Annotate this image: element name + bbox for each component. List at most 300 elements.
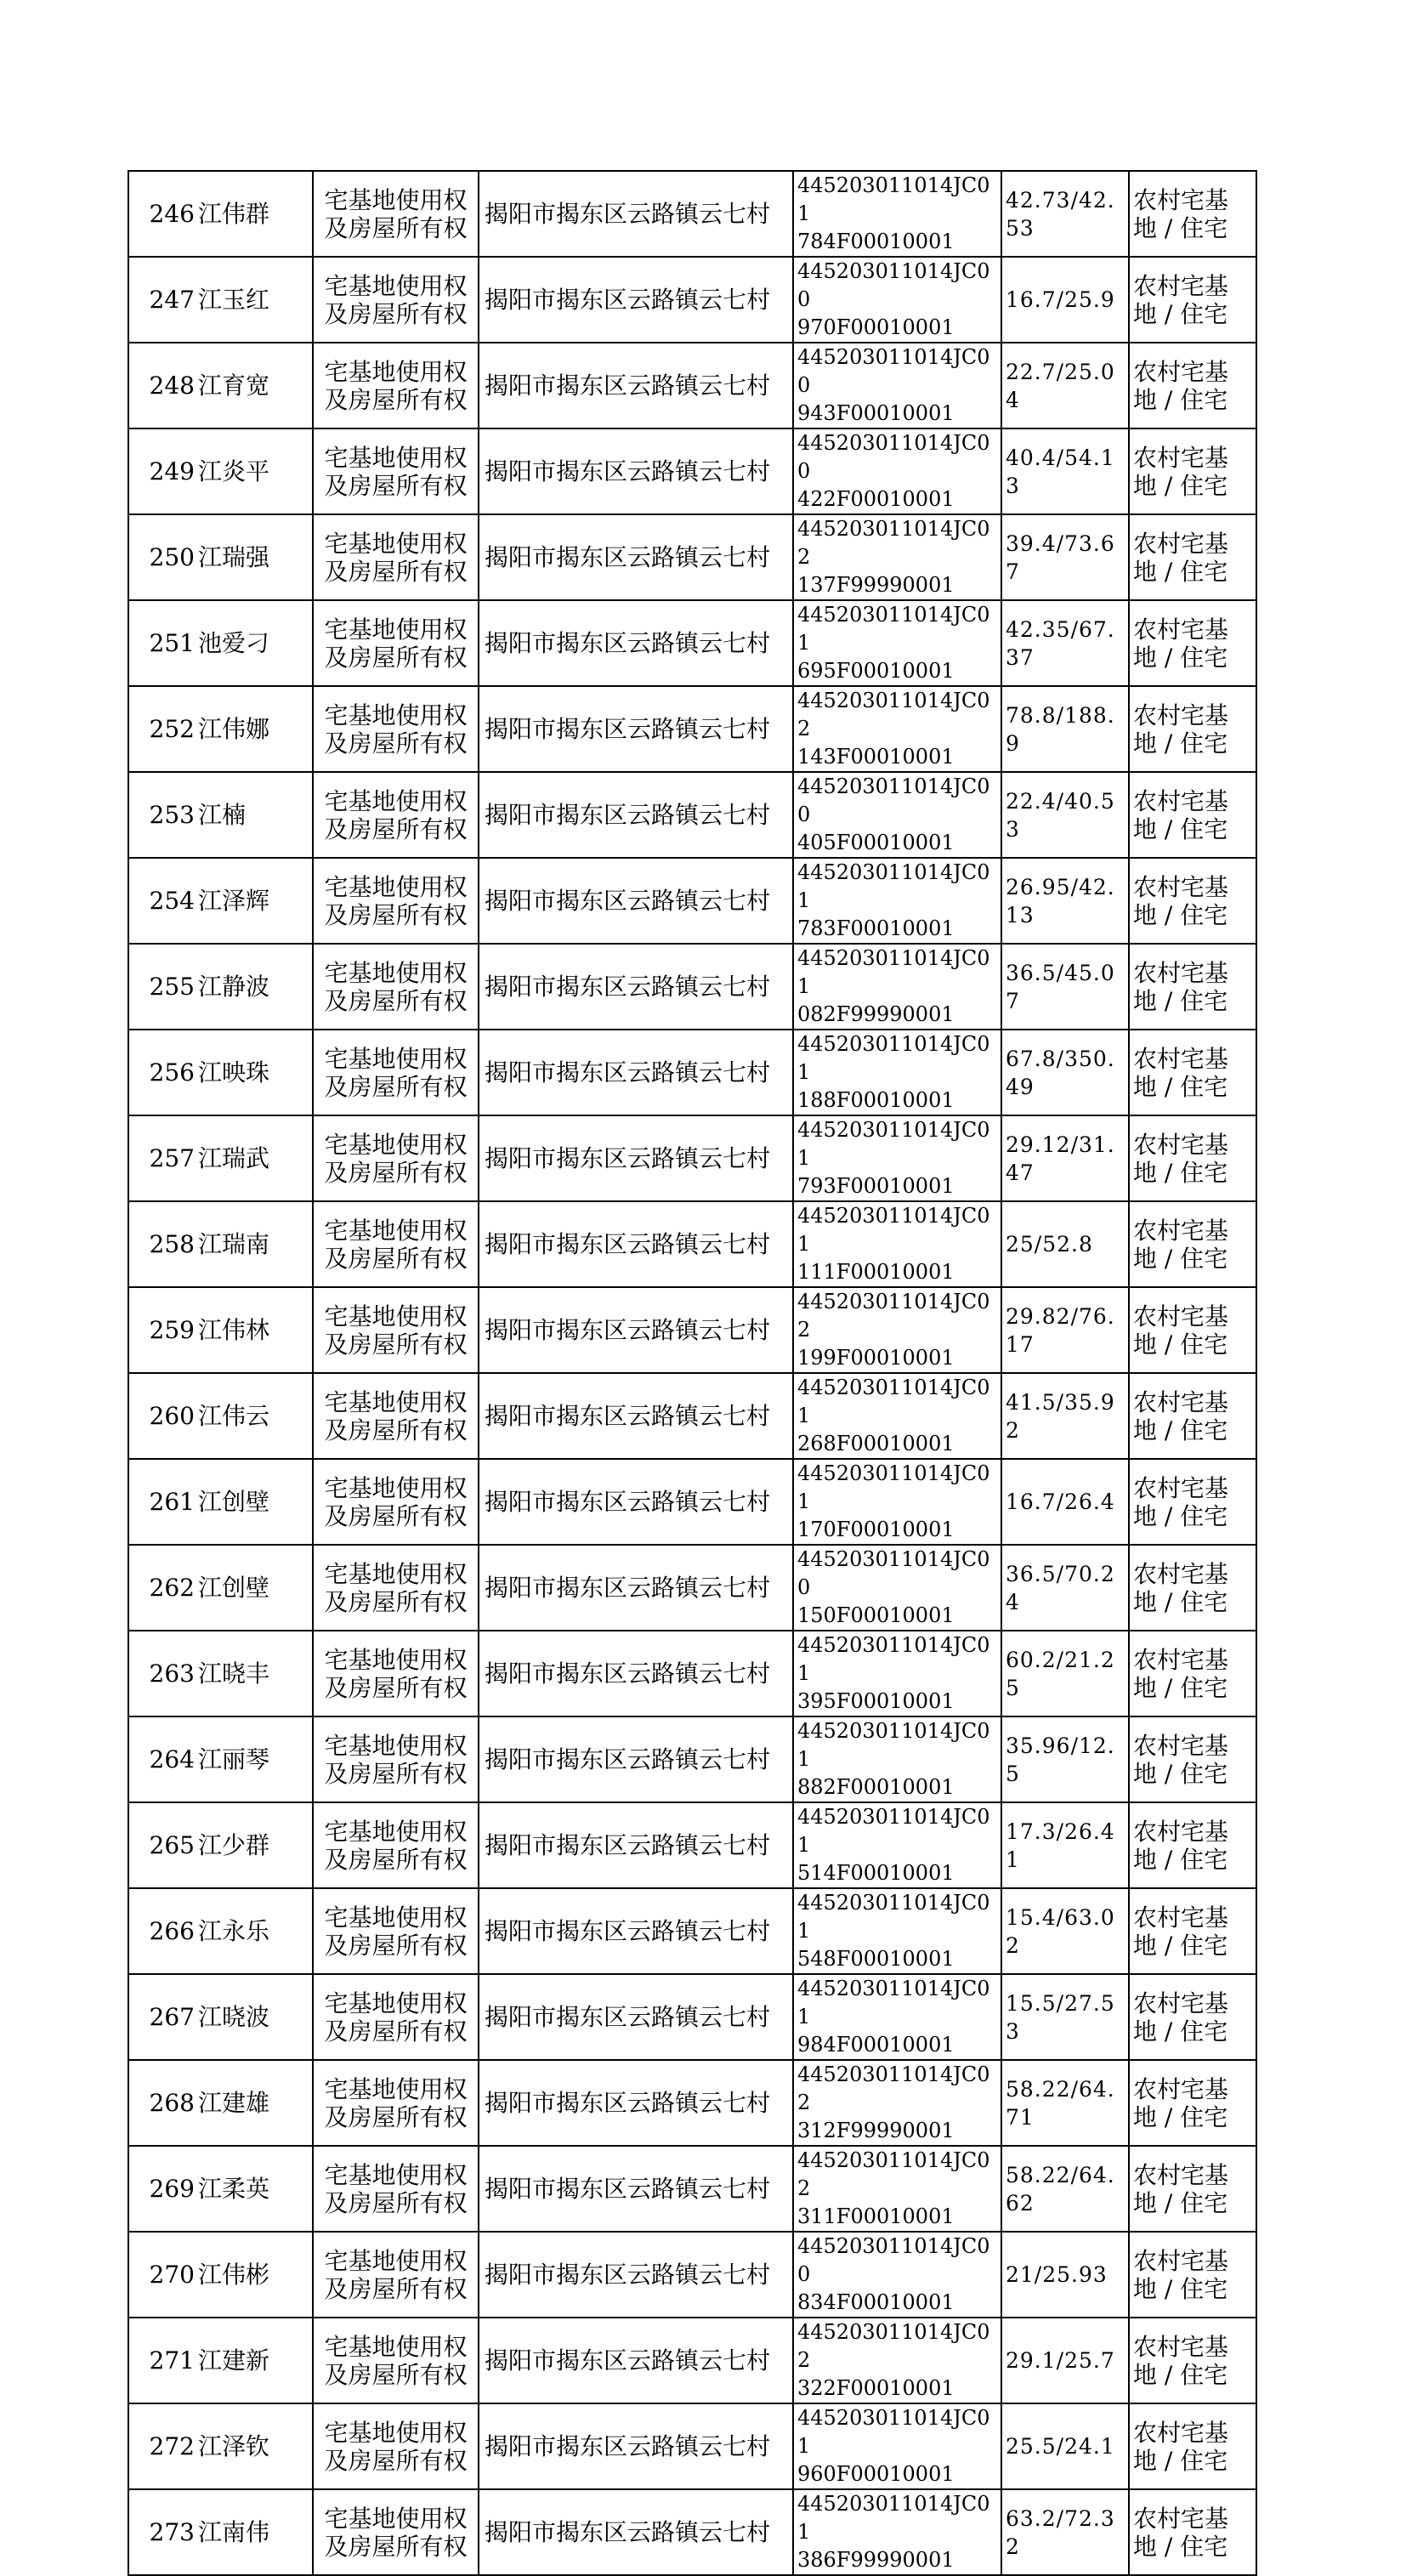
table-row [128,1545,1256,1631]
area-line: 17 [1006,1331,1035,1357]
right-type [313,944,479,1030]
row-number: 253 [128,772,196,858]
table-row [128,1716,1256,1802]
unit-code-line: 111F00010001 [797,1260,955,1284]
unit-code-line: 422F00010001 [797,487,955,511]
right-type-line: 及房屋所有权 [324,1416,468,1444]
right-type-line: 及房屋所有权 [324,1931,468,1960]
table-row [128,686,1256,772]
owner-name: 江伟彬 [196,2232,313,2318]
table-row [128,2403,1256,2489]
table-row [128,257,1256,343]
area-line: 71 [1006,2104,1035,2130]
land-use-line: 地 / 住宅 [1133,213,1228,242]
land-use [1129,686,1256,772]
area [1001,428,1129,514]
land-use [1129,1802,1256,1888]
table-row [128,514,1256,600]
area-line: 22.4/40.5 [1006,788,1115,814]
unit-code-line: 984F00010001 [797,2033,955,2057]
unit-code-line: 548F00010001 [797,1947,955,1971]
right-type [313,1631,479,1716]
unit-code-line: 445203011014JC00 [797,345,990,397]
unit-code-line: 445203011014JC01 [797,1719,990,1771]
area-line: 15.5/27.5 [1006,1990,1115,2016]
area [1001,686,1129,772]
right-type-line: 及房屋所有权 [324,1673,468,1702]
unit-code-line: 445203011014JC01 [797,1376,990,1427]
land-use-line: 农村宅基 [1133,1473,1229,1502]
area-line: 3 [1006,2018,1020,2044]
land-use-line: 地 / 住宅 [1133,2188,1228,2217]
land-use [1129,2146,1256,2232]
owner-name: 江建雄 [196,2060,313,2146]
land-use-line: 地 / 住宅 [1133,1845,1228,1874]
right-type-line: 及房屋所有权 [324,2532,468,2561]
area [1001,2489,1129,2575]
right-type [313,1802,479,1888]
area-line: 29.1/25.7 [1006,2348,1115,2373]
land-use [1129,1030,1256,1115]
right-type-line: 及房屋所有权 [324,814,468,843]
table-row [128,2318,1256,2403]
right-type-line: 及房屋所有权 [324,1330,468,1359]
row-number: 260 [128,1373,196,1459]
location: 揭阳市揭东区云路镇云七村 [479,171,793,257]
right-type-line: 及房屋所有权 [324,213,468,242]
unit-code-line: 695F00010001 [797,659,955,683]
area-line: 1 [1006,1847,1020,1872]
right-type-line: 及房屋所有权 [324,2188,468,2217]
right-type-line: 及房屋所有权 [324,1759,468,1788]
owner-name: 江晓波 [196,1974,313,2060]
location: 揭阳市揭东区云路镇云七村 [479,1287,793,1373]
area [1001,1974,1129,2060]
land-use [1129,944,1256,1030]
land-use-line: 农村宅基 [1133,615,1229,644]
registry-table [128,170,1257,2576]
land-use-line: 农村宅基 [1133,1559,1229,1588]
right-type [313,772,479,858]
unit-code-line: 445203011014JC02 [797,1290,990,1342]
land-use-line: 农村宅基 [1133,2418,1229,2447]
row-number: 256 [128,1030,196,1115]
unit-code-line: 445203011014JC01 [797,1204,990,1256]
right-type [313,2146,479,2232]
area-line: 7 [1006,988,1020,1013]
location: 揭阳市揭东区云路镇云七村 [479,1201,793,1287]
unit-code-line: 445203011014JC01 [797,1461,990,1513]
unit-code [793,1545,1001,1631]
unit-code-line: 970F00010001 [797,315,955,339]
area [1001,1201,1129,1287]
unit-code [793,858,1001,944]
area-line: 49 [1006,1074,1035,1099]
location: 揭阳市揭东区云路镇云七村 [479,1545,793,1631]
right-type-line: 及房屋所有权 [324,471,468,500]
registry-table-body [128,171,1256,2575]
row-number: 255 [128,944,196,1030]
right-type-line: 宅基地使用权 [324,1044,468,1073]
land-use-line: 地 / 住宅 [1133,643,1228,672]
unit-code-line: 082F99990001 [797,1002,955,1026]
unit-code [793,343,1001,428]
area-line: 2 [1006,2533,1020,2559]
row-number: 270 [128,2232,196,2318]
unit-code-line: 137F99990001 [797,573,955,597]
land-use [1129,2232,1256,2318]
area-line: 3 [1006,473,1020,498]
right-type [313,2403,479,2489]
right-type-line: 宅基地使用权 [324,2074,468,2103]
unit-code-line: 445203011014JC01 [797,2406,990,2458]
area-line: 29.12/31. [1006,1132,1115,1157]
right-type [313,257,479,343]
area-line: 29.82/76. [1006,1303,1115,1329]
area [1001,1545,1129,1631]
location: 揭阳市揭东区云路镇云七村 [479,944,793,1030]
land-use-line: 农村宅基 [1133,1387,1229,1416]
unit-code [793,171,1001,257]
area-line: 60.2/21.2 [1006,1647,1115,1672]
land-use-line: 地 / 住宅 [1133,557,1228,586]
land-use-line: 农村宅基 [1133,1989,1229,2017]
location: 揭阳市揭东区云路镇云七村 [479,1888,793,1974]
location: 揭阳市揭东区云路镇云七村 [479,772,793,858]
area-line: 2 [1006,1932,1020,1958]
area-line: 39.4/73.6 [1006,531,1115,556]
right-type [313,171,479,257]
land-use-line: 地 / 住宅 [1133,1072,1228,1101]
row-number: 246 [128,171,196,257]
area-line: 2 [1006,1417,1020,1443]
land-use-line: 地 / 住宅 [1133,385,1228,414]
row-number: 259 [128,1287,196,1373]
area-line: 16.7/26.4 [1006,1489,1115,1514]
owner-name: 江晓丰 [196,1631,313,1716]
unit-code-line: 199F00010001 [797,1346,955,1370]
unit-code-line: 445203011014JC00 [797,431,990,483]
area-line: 25.5/24.1 [1006,2434,1115,2459]
area-line: 41.5/35.9 [1006,1389,1115,1415]
land-use [1129,2060,1256,2146]
right-type [313,1545,479,1631]
table-row [128,2489,1256,2575]
right-type [313,514,479,600]
land-use [1129,1545,1256,1631]
land-use [1129,1716,1256,1802]
land-use-line: 地 / 住宅 [1133,2102,1228,2131]
area-line: 58.22/64. [1006,2076,1115,2102]
owner-name: 江静波 [196,944,313,1030]
unit-code-line: 405F00010001 [797,831,955,854]
land-use-line: 农村宅基 [1133,2332,1229,2361]
right-type-line: 宅基地使用权 [324,443,468,472]
area-line: 42.35/67. [1006,616,1115,642]
row-number: 252 [128,686,196,772]
area-line: 15.4/63.0 [1006,1904,1115,1930]
location: 揭阳市揭东区云路镇云七村 [479,686,793,772]
unit-code-line: 960F00010001 [797,2462,955,2486]
area-line: 22.7/25.0 [1006,359,1115,384]
land-use [1129,1888,1256,1974]
unit-code-line: 150F00010001 [797,1603,955,1627]
area [1001,343,1129,428]
area-line: 58.22/64. [1006,2162,1115,2187]
area-line: 36.5/45.0 [1006,960,1115,985]
owner-name: 江玉红 [196,257,313,343]
unit-code [793,1287,1001,1373]
owner-name: 江南伟 [196,2489,313,2575]
unit-code-line: 445203011014JC02 [797,2063,990,2114]
land-use-line: 农村宅基 [1133,2504,1229,2533]
right-type-line: 及房屋所有权 [324,2102,468,2131]
area-line: 42.73/42. [1006,187,1115,213]
unit-code-line: 445203011014JC00 [797,1547,990,1599]
location: 揭阳市揭东区云路镇云七村 [479,1373,793,1459]
unit-code [793,944,1001,1030]
unit-code-line: 312F99990001 [797,2119,955,2142]
unit-code-line: 445203011014JC00 [797,775,990,826]
right-type-line: 宅基地使用权 [324,1817,468,1846]
right-type-line: 宅基地使用权 [324,185,468,214]
row-number: 251 [128,600,196,686]
area-line: 21/25.93 [1006,2262,1108,2287]
unit-code [793,2060,1001,2146]
right-type-line: 及房屋所有权 [324,1845,468,1874]
right-type [313,1201,479,1287]
right-type-line: 宅基地使用权 [324,2160,468,2189]
right-type [313,1716,479,1802]
location: 揭阳市揭东区云路镇云七村 [479,600,793,686]
land-use-line: 地 / 住宅 [1133,1501,1228,1530]
area-line: 25/52.8 [1006,1232,1093,1257]
land-use-line: 地 / 住宅 [1133,2446,1228,2475]
area-line: 9 [1006,730,1020,756]
land-use [1129,1287,1256,1373]
land-use [1129,1459,1256,1545]
unit-code [793,514,1001,600]
unit-code-line: 514F00010001 [797,1861,955,1885]
land-use-line: 农村宅基 [1133,443,1229,472]
unit-code-line: 784F00010001 [797,230,955,253]
unit-code [793,428,1001,514]
area-line: 5 [1006,1675,1020,1700]
unit-code [793,1631,1001,1716]
owner-name: 江伟云 [196,1373,313,1459]
area [1001,858,1129,944]
location: 揭阳市揭东区云路镇云七村 [479,2232,793,2318]
right-type-line: 宅基地使用权 [324,1216,468,1245]
table-row [128,600,1256,686]
owner-name: 江少群 [196,1802,313,1888]
unit-code-line: 322F00010001 [797,2376,955,2400]
land-use-line: 农村宅基 [1133,1645,1229,1674]
land-use [1129,1115,1256,1201]
land-use [1129,1631,1256,1716]
area [1001,2146,1129,2232]
right-type-line: 宅基地使用权 [324,1989,468,2017]
land-use-line: 地 / 住宅 [1133,1158,1228,1187]
unit-code-line: 445203011014JC01 [797,173,990,225]
right-type-line: 及房屋所有权 [324,2360,468,2389]
location: 揭阳市揭东区云路镇云七村 [479,1631,793,1716]
land-use-line: 地 / 住宅 [1133,1931,1228,1960]
area [1001,1802,1129,1888]
land-use-line: 农村宅基 [1133,529,1229,558]
unit-code-line: 445203011014JC01 [797,1977,990,2028]
land-use-line: 农村宅基 [1133,1302,1229,1331]
area-line: 35.96/12. [1006,1733,1115,1758]
land-use-line: 农村宅基 [1133,872,1229,901]
area [1001,944,1129,1030]
land-use [1129,858,1256,944]
right-type [313,686,479,772]
land-use [1129,772,1256,858]
table-row [128,2060,1256,2146]
table-row [128,858,1256,944]
area [1001,2232,1129,2318]
right-type [313,1888,479,1974]
owner-name: 江瑞强 [196,514,313,600]
right-type-line: 宅基地使用权 [324,2504,468,2533]
location: 揭阳市揭东区云路镇云七村 [479,2146,793,2232]
right-type-line: 宅基地使用权 [324,1130,468,1159]
area [1001,1716,1129,1802]
area [1001,2060,1129,2146]
area-line: 4 [1006,387,1020,412]
land-use-line: 地 / 住宅 [1133,2360,1228,2389]
unit-code-line: 445203011014JC01 [797,946,990,998]
unit-code [793,1459,1001,1545]
right-type-line: 宅基地使用权 [324,872,468,901]
unit-code-line: 445203011014JC00 [797,2234,990,2286]
land-use-line: 地 / 住宅 [1133,1759,1228,1788]
right-type-line: 宅基地使用权 [324,2246,468,2275]
right-type [313,1974,479,2060]
location: 揭阳市揭东区云路镇云七村 [479,1115,793,1201]
location: 揭阳市揭东区云路镇云七村 [479,858,793,944]
right-type-line: 及房屋所有权 [324,986,468,1015]
area [1001,600,1129,686]
location: 揭阳市揭东区云路镇云七村 [479,1030,793,1115]
right-type-line: 及房屋所有权 [324,2446,468,2475]
unit-code [793,1802,1001,1888]
land-use-line: 地 / 住宅 [1133,299,1228,328]
area-line: 13 [1006,902,1035,928]
unit-code-line: 445203011014JC01 [797,860,990,912]
unit-code [793,772,1001,858]
location: 揭阳市揭东区云路镇云七村 [479,1716,793,1802]
row-number: 269 [128,2146,196,2232]
owner-name: 江丽琴 [196,1716,313,1802]
land-use-line: 农村宅基 [1133,701,1229,729]
owner-name: 江伟林 [196,1287,313,1373]
right-type [313,600,479,686]
area-line: 40.4/54.1 [1006,445,1115,470]
right-type-line: 及房屋所有权 [324,643,468,672]
area-line: 47 [1006,1160,1035,1185]
unit-code-line: 882F00010001 [797,1775,955,1799]
row-number: 264 [128,1716,196,1802]
land-use [1129,1201,1256,1287]
unit-code [793,2403,1001,2489]
right-type-line: 宅基地使用权 [324,529,468,558]
area [1001,2318,1129,2403]
table-row [128,1459,1256,1545]
area-line: 17.3/26.4 [1006,1819,1115,1844]
right-type-line: 宅基地使用权 [324,1731,468,1760]
row-number: 272 [128,2403,196,2489]
land-use-line: 地 / 住宅 [1133,1673,1228,1702]
unit-code [793,1373,1001,1459]
row-number: 254 [128,858,196,944]
land-use-line: 农村宅基 [1133,185,1229,214]
land-use-line: 地 / 住宅 [1133,729,1228,757]
location: 揭阳市揭东区云路镇云七村 [479,2403,793,2489]
unit-code-line: 445203011014JC02 [797,2320,990,2372]
land-use-line: 地 / 住宅 [1133,2532,1228,2561]
owner-name: 江泽钦 [196,2403,313,2489]
land-use-line: 地 / 住宅 [1133,1244,1228,1273]
right-type-line: 及房屋所有权 [324,385,468,414]
right-type-line: 宅基地使用权 [324,1903,468,1932]
area-line: 37 [1006,644,1035,670]
owner-name: 江楠 [196,772,313,858]
unit-code-line: 445203011014JC00 [797,259,990,311]
right-type [313,2232,479,2318]
table-row [128,343,1256,428]
land-use-line: 地 / 住宅 [1133,900,1228,929]
right-type-line: 及房屋所有权 [324,1072,468,1101]
unit-code [793,2146,1001,2232]
right-type-line: 及房屋所有权 [324,1244,468,1273]
area-line: 4 [1006,1589,1020,1614]
unit-code-line: 445203011014JC01 [797,1118,990,1170]
table-row [128,171,1256,257]
right-type-line: 及房屋所有权 [324,2274,468,2303]
row-number: 271 [128,2318,196,2403]
land-use-line: 地 / 住宅 [1133,1416,1228,1444]
land-use [1129,257,1256,343]
right-type [313,1030,479,1115]
owner-name: 江瑞武 [196,1115,313,1201]
unit-code-line: 268F00010001 [797,1432,955,1455]
owner-name: 江创壁 [196,1545,313,1631]
land-use-line: 农村宅基 [1133,2074,1229,2103]
right-type-line: 宅基地使用权 [324,615,468,644]
area-line: 78.8/188. [1006,702,1115,728]
unit-code-line: 445203011014JC02 [797,517,990,569]
unit-code-line: 445203011014JC01 [797,1891,990,1943]
right-type-line: 宅基地使用权 [324,1473,468,1502]
unit-code-line: 170F00010001 [797,1518,955,1541]
owner-name: 江柔英 [196,2146,313,2232]
right-type-line: 及房屋所有权 [324,1501,468,1530]
right-type [313,2318,479,2403]
unit-code [793,257,1001,343]
area [1001,1631,1129,1716]
owner-name: 江伟娜 [196,686,313,772]
right-type-line: 宅基地使用权 [324,1645,468,1674]
right-type [313,858,479,944]
land-use-line: 农村宅基 [1133,1731,1229,1760]
area [1001,514,1129,600]
table-row [128,1030,1256,1115]
row-number: 267 [128,1974,196,2060]
owner-name: 江映珠 [196,1030,313,1115]
land-use [1129,2489,1256,2575]
